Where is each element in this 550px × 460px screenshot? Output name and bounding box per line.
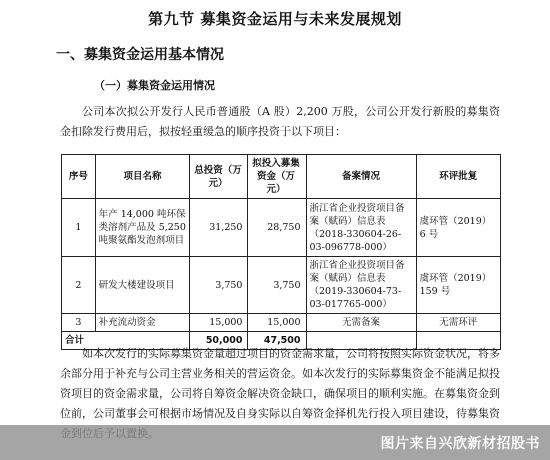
row-no: 3 [62,314,96,332]
row-name: 年产 14,000 吨环保类溶剂产品及 5,250 吨聚氨酯发泡剂项目 [95,199,190,257]
header-no: 序号 [62,155,96,199]
total-label: 合计 [62,332,190,350]
row-no: 1 [62,199,96,257]
total-total: 50,000 [190,332,248,350]
fund-usage-table [61,154,501,350]
header-total: 总投资（万元） [190,155,248,199]
row-no: 2 [62,257,96,314]
watermark-text: 图片来自兴欣新材招股书 [380,436,540,452]
row-env: 虞环管（2019）6 号 [416,199,500,257]
header-name: 项目名称 [95,155,190,199]
table-row [62,257,501,314]
row-raised: 28,750 [248,199,306,257]
body-paragraph: 如本次发行的实际募集资金量超过项目的资金需求量，公司将按照实际资金状况，将多余部分用于补充与公司主营业务相关的营运资金。如本次发行的实际募集资金不能满足拟投资项目的资金需求量，公司将自筹资金解决资金缺口，确保项目的顺利实施。在募集资金到位前，公司董事会可根据市场情况及自身实际以自筹资金择机先行投入项目建设，待募集资 [60,347,500,420]
chapter-title: 第九节 募集资金运用与未来发展规划 [148,10,402,28]
header-env: 环评批复 [416,155,500,199]
table-row [62,314,501,332]
row-env: 虞环管（2019）159 号 [416,257,500,314]
total-raised: 47,500 [248,332,306,350]
row-total: 31,250 [190,199,248,257]
section-title: 一、募集资金运用基本情况 [56,47,224,63]
row-raised: 3,750 [248,257,306,314]
row-raised: 15,000 [248,314,306,332]
row-total: 15,000 [190,314,248,332]
subsection-title: （一）募集资金运用情况 [94,79,215,92]
header-record: 备案情况 [306,155,416,199]
row-name: 研发大楼建设项目 [95,257,190,314]
row-record: 浙江省企业投资项目备案（赋码）信息表（2018-330604-26-03-096778-000） [306,199,416,257]
row-env: 无需环评 [416,314,500,332]
row-record: 浙江省企业投资项目备案（赋码）信息表（2019-330604-73-03-017765-000） [306,257,416,314]
row-record: 无需备案 [306,314,416,332]
intro-paragraph: 公司本次拟公开发行人民币普通股（A 股）2,200 万股，公司公开发行新股的募集资金扣除发行费用后，拟按轻重缓急的顺序投资于以下项目： [60,105,500,138]
watermark-banner [0,425,550,460]
row-total: 3,750 [190,257,248,314]
table-header-row [62,155,501,199]
row-name: 补充流动资金 [95,314,190,332]
header-raised: 拟投入募集资金（万元） [248,155,306,199]
table-row [62,199,501,257]
